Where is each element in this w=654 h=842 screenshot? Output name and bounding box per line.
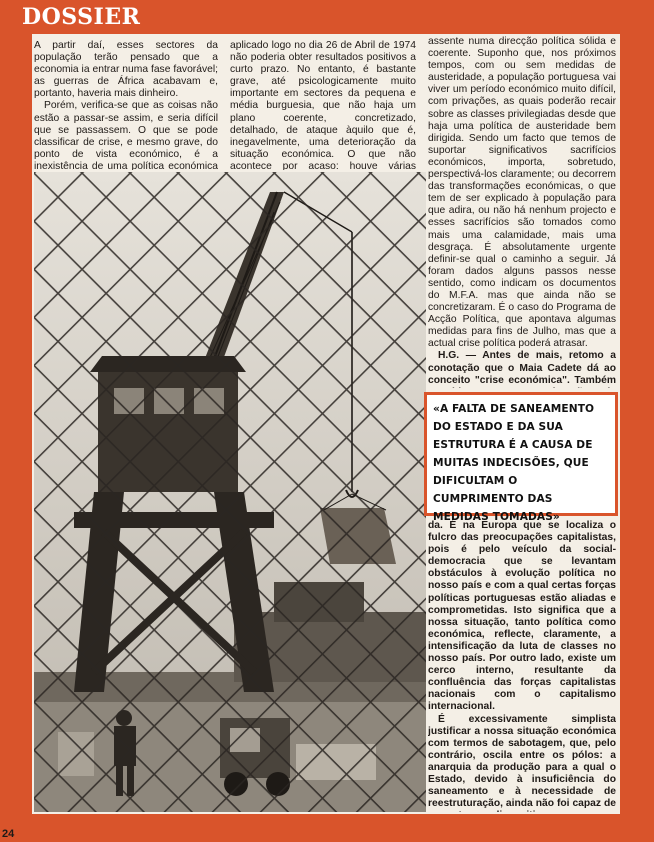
paragraph: A partir daí, esses sectores da população terão pensado que a economia ia entrar numa fase favorável; as guerras de África acabavam e, portanto, haveria mais dinheiro. — [34, 40, 218, 100]
pull-quote-box — [424, 392, 618, 523]
red-frame-left — [0, 0, 32, 842]
crane-photo-illustration — [34, 172, 426, 812]
red-frame-bottom — [0, 814, 654, 842]
red-frame-right — [620, 0, 654, 842]
section-kicker: DOSSIER — [22, 4, 141, 30]
paragraph: aplicado logo no dia 26 de Abril de 1974 não poderia obter resultados positivos a curto prazo. No entanto, é bastante grave, até psicologicamente muito importante em sectores da pequena e média burguesia, que não haja um plano coerente, concretizado, detalhado, de ataque àquilo que é, inegavelmente, uma deterioração da situação económica. O que não acontece por acaso: houve várias — [230, 40, 416, 170]
text-column-1 — [34, 40, 218, 170]
crane-photo — [34, 172, 426, 812]
text-column-3 — [428, 36, 616, 388]
paragraph: assente numa direcção política sólida e coerente. Suponho que, nos próximos tempos, com ou sem medidas de austeridade, a população portuguesa vai viver um período económico muito difícil, com privações, as quais poderão recair sobre as classes privilegiadas desde que haja uma política de austeridade bem dirigida. Sendo um facto que temos de suportar significativos sacrifícios económicos, importa, sobretudo, perspectivá-los claramente; ou decorrem das transformações económicas, o que tem de ser explicado à população para que adira, ou não há nenhum projecto e esses sacrifícios são tomados como mais uma calamidade, mais uma desgraça. É absolutamente urgente definir-se qual o caminho a seguir. Já foram dados alguns passos nesse sentido, como indicam os documentos do M.F.A. mas que ainda não se concretizaram. É o caso do Programa de Acção Política, que apontava algumas medidas para fins de Julho, mas que a actual crise política poderá atrasar. — [428, 36, 616, 350]
paragraph: É excessivamente simplista justificar a nossa situação económica com termos de sabotagem, que, pelo contrário, oscila entre os pólos: a anarquia da produção para a qual o Estado, devido à insuficiência do saneamento e à necessidade de reestruturação, ainda não foi capaz de — [428, 713, 616, 810]
content-area — [32, 34, 620, 814]
text-column-4 — [428, 520, 616, 812]
pull-quote-text: «A FALTA DE SANEAMENTO DO ESTADO E DA SUA ESTRUTURA É A CAUSA DE MUITAS INDECISÕES, QUE DIFICULTAM O CUMPRIMENTO DAS MEDIDAS TOMADAS» — [433, 403, 595, 523]
paragraph: Porém, verifica-se que as coisas não estão a passar-se assim, e seria difícil que se passassem. O que se pode classificar de crise, e mesmo grave, do ponto de vista económico, é a inexistência de uma política económica — [34, 100, 218, 170]
paragraph: H.G. — Antes de mais, retomo a conotação que o Maia Cadete dá ao conceito "crise económica". Também — [428, 350, 616, 386]
text-column-2 — [230, 40, 416, 170]
page-number: 24 — [2, 828, 15, 840]
paragraph: da. É na Europa que se localiza o fulcro das preocupações capitalistas, pois é pelo veículo da social-democracia que se levantam obstáculos à evolução política no nosso país e com a qual certas forças políticas portuguesas estão aliadas e comprometidas. Isto significa que a nossa situação, tanto política como económica, reflecte, claramente, a intensificação da luta de classes no nosso país. Por outro lado, existe um cerco interno, resultante da confluência das forças capitalistas nacionais com o capitalismo internacional. — [428, 520, 616, 713]
